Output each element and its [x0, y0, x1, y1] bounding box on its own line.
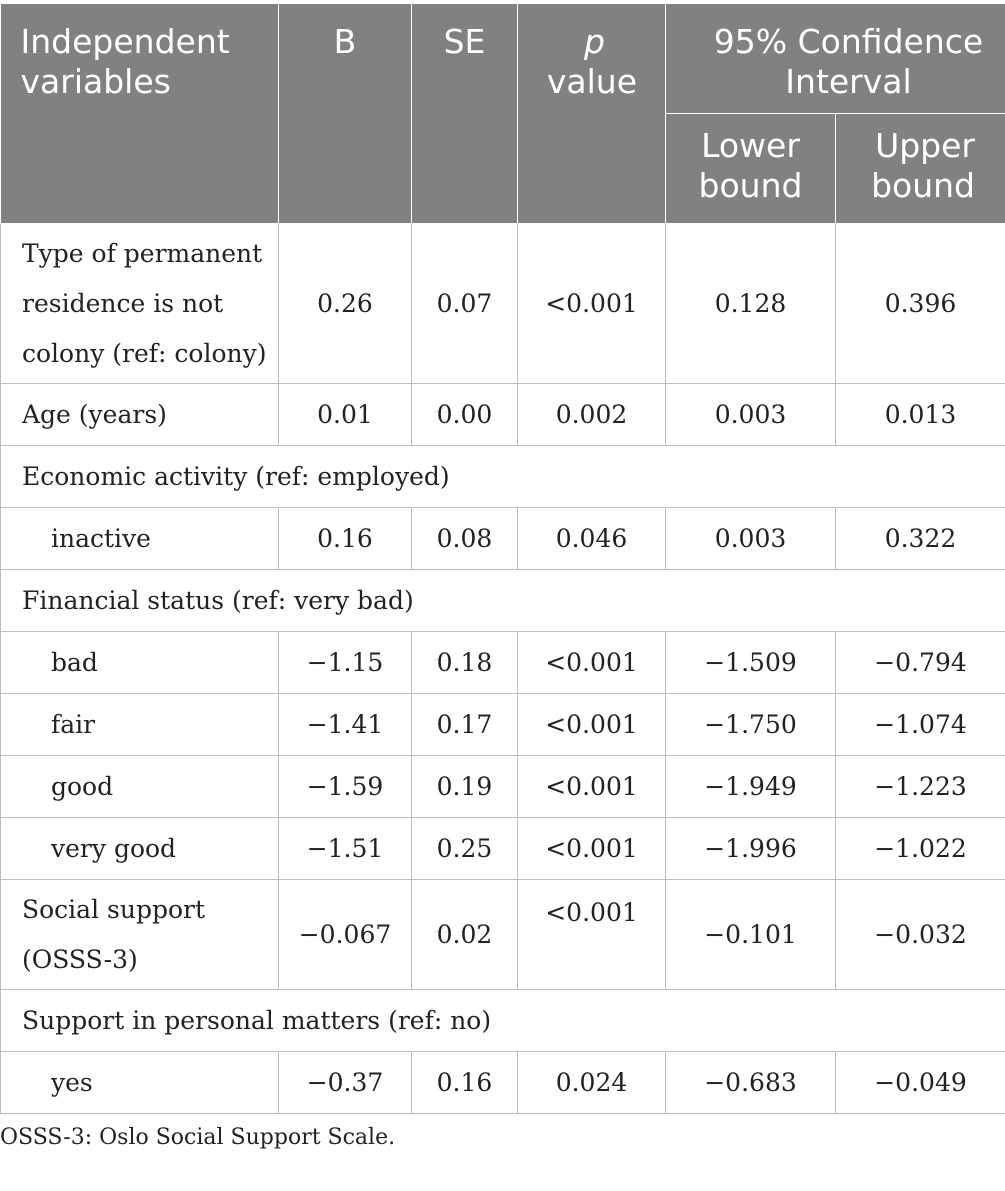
cell-upper: −0.049 — [836, 1052, 1005, 1114]
row-label: yes — [1, 1052, 279, 1114]
cell-upper: −0.032 — [836, 880, 1005, 990]
row-label: very good — [1, 818, 279, 880]
cell-p: 0.046 — [518, 508, 666, 570]
cell-p: 0.024 — [518, 1052, 666, 1114]
cell-lower: −1.996 — [666, 818, 836, 880]
cell-b: −1.15 — [279, 632, 412, 694]
row-label: Social support (OSSS-3) — [1, 880, 279, 990]
cell-lower: −0.101 — [666, 880, 836, 990]
header-independent-variables: Independent variables — [1, 4, 279, 224]
cell-p: <0.001 — [518, 880, 666, 990]
cell-se: 0.18 — [412, 632, 518, 694]
table-row — [1, 632, 1005, 694]
cell-se: 0.00 — [412, 384, 518, 446]
cell-upper: −1.074 — [836, 694, 1005, 756]
cell-se: 0.19 — [412, 756, 518, 818]
row-label: inactive — [1, 508, 279, 570]
header-upper-bound: Upper bound — [836, 114, 1005, 224]
group-row — [1, 990, 1005, 1052]
cell-upper: 0.396 — [836, 224, 1005, 384]
cell-p: <0.001 — [518, 694, 666, 756]
row-label: good — [1, 756, 279, 818]
cell-lower: −1.750 — [666, 694, 836, 756]
cell-se: 0.07 — [412, 224, 518, 384]
cell-lower: −1.509 — [666, 632, 836, 694]
row-label: bad — [1, 632, 279, 694]
cell-se: 0.17 — [412, 694, 518, 756]
group-label: Economic activity (ref: employed) — [1, 446, 1005, 508]
row-label: Age (years) — [1, 384, 279, 446]
cell-b: −1.51 — [279, 818, 412, 880]
row-label: fair — [1, 694, 279, 756]
cell-upper: −1.223 — [836, 756, 1005, 818]
cell-se: 0.16 — [412, 1052, 518, 1114]
header-b: B — [279, 4, 412, 224]
table-row — [1, 694, 1005, 756]
header-p-italic: p — [584, 22, 605, 61]
cell-b: −1.41 — [279, 694, 412, 756]
cell-b: 0.16 — [279, 508, 412, 570]
table-row — [1, 384, 1005, 446]
cell-b: 0.26 — [279, 224, 412, 384]
cell-lower: 0.003 — [666, 508, 836, 570]
cell-lower: −1.949 — [666, 756, 836, 818]
header-lower-bound: Lower bound — [666, 114, 836, 224]
cell-upper: −1.022 — [836, 818, 1005, 880]
cell-p: <0.001 — [518, 756, 666, 818]
cell-lower: 0.003 — [666, 384, 836, 446]
cell-b: −0.37 — [279, 1052, 412, 1114]
cell-b: −0.067 — [279, 880, 412, 990]
cell-p: 0.002 — [518, 384, 666, 446]
header-p-value-text: value — [546, 62, 637, 101]
header-row — [1, 4, 1005, 114]
group-label: Support in personal matters (ref: no) — [1, 990, 1005, 1052]
group-row — [1, 570, 1005, 632]
table-row — [1, 1052, 1005, 1114]
cell-lower: −0.683 — [666, 1052, 836, 1114]
cell-b: 0.01 — [279, 384, 412, 446]
group-row — [1, 446, 1005, 508]
cell-b: −1.59 — [279, 756, 412, 818]
table-footnote: OSSS-3: Oslo Social Support Scale. — [0, 1125, 396, 1150]
group-label: Financial status (ref: very bad) — [1, 570, 1005, 632]
table-row — [1, 224, 1005, 384]
cell-se: 0.25 — [412, 818, 518, 880]
table-row — [1, 818, 1005, 880]
regression-table — [0, 3, 1005, 1114]
cell-upper: 0.322 — [836, 508, 1005, 570]
header-se: SE — [412, 4, 518, 224]
cell-se: 0.02 — [412, 880, 518, 990]
cell-se: 0.08 — [412, 508, 518, 570]
cell-upper: 0.013 — [836, 384, 1005, 446]
table-row — [1, 880, 1005, 990]
cell-lower: 0.128 — [666, 224, 836, 384]
header-p-value — [518, 4, 666, 224]
header-confidence-interval: 95% Confidence Interval — [666, 4, 1005, 114]
row-label: Type of permanent residence is not colony (ref: colony) — [1, 224, 279, 384]
table-row — [1, 756, 1005, 818]
cell-p: <0.001 — [518, 632, 666, 694]
table-row — [1, 508, 1005, 570]
cell-p: <0.001 — [518, 818, 666, 880]
cell-p: <0.001 — [518, 224, 666, 384]
cell-upper: −0.794 — [836, 632, 1005, 694]
